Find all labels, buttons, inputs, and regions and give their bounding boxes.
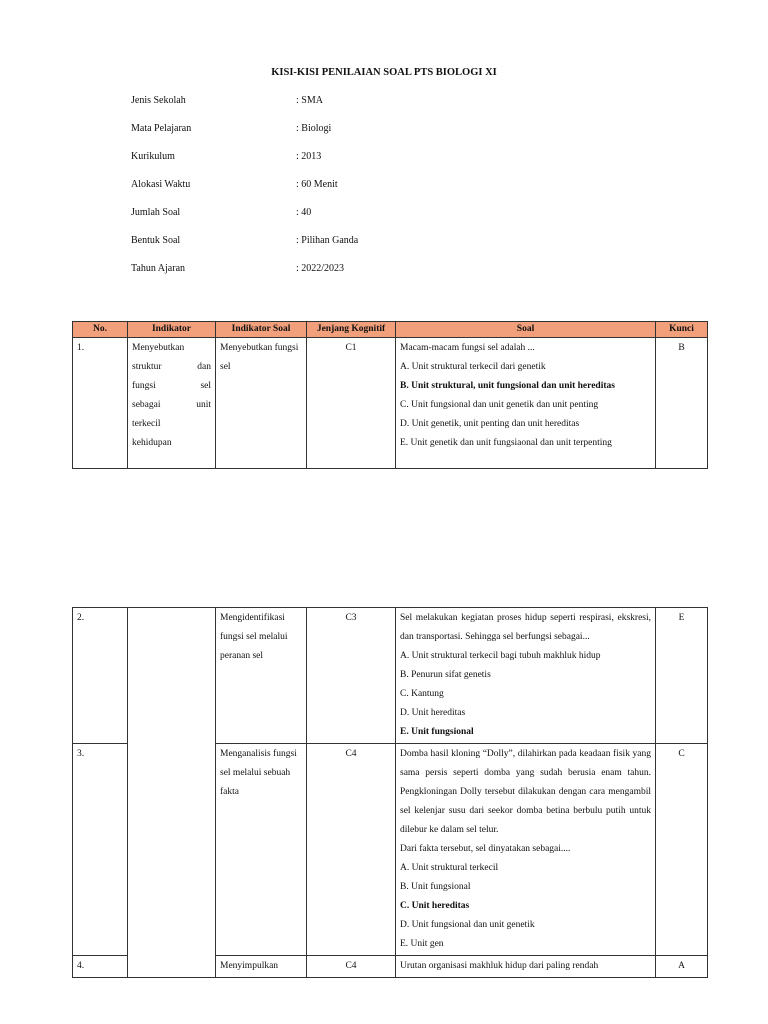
meta-label: Kurikulum (131, 151, 175, 162)
question-followup: Dari fakta tersebut, sel dinyatakan sebagai.... (400, 844, 571, 854)
indikator-line: fungsi sel (132, 381, 211, 391)
jenjang-cell: C1 (307, 338, 396, 469)
row-number: 2. (73, 608, 128, 744)
header-indikator-soal: Indikator Soal (216, 322, 307, 338)
kunci-cell: E (656, 608, 708, 744)
question-text: Macam-macam fungsi sel adalah ... (400, 343, 535, 353)
meta-value: : 60 Menit (296, 179, 338, 190)
option-e-correct: E. Unit fungsional (400, 727, 474, 737)
jenjang-cell: C4 (307, 744, 396, 956)
soal-cell: Urutan organisasi makhluk hidup dari paling rendah (396, 956, 656, 978)
meta-value: : 40 (296, 207, 312, 218)
option-e: E. Unit genetik dan unit fungsiaonal dan unit terpenting (400, 438, 612, 448)
indikator-line: struktur dan (132, 362, 211, 372)
indikator-line: Menyebutkan (132, 343, 185, 353)
meta-value: : 2022/2023 (296, 263, 345, 274)
option-b-correct: B. Unit struktural, unit fungsional dan unit hereditas (400, 381, 615, 391)
option-a: A. Unit struktural terkecil bagi tubuh makhluk hidup (400, 651, 601, 661)
meta-label: Alokasi Waktu (131, 179, 191, 190)
option-c: C. Kantung (400, 689, 444, 699)
indikator-line: kehidupan (132, 438, 172, 448)
option-d: D. Unit genetik, unit penting dan unit hereditas (400, 419, 580, 429)
meta-label: Tahun Ajaran (131, 263, 186, 274)
assessment-table-continued (72, 607, 708, 978)
kunci-cell: C (656, 744, 708, 956)
option-c: C. Unit fungsional dan unit genetik dan unit penting (400, 400, 599, 410)
indikator-line: sebagai unit (132, 400, 211, 410)
meta-value: : 2013 (296, 151, 322, 162)
table-row (73, 608, 708, 744)
meta-value: : Pilihan Ganda (296, 235, 359, 246)
meta-label: Bentuk Soal (131, 235, 181, 246)
document-title: KISI-KISI PENILAIAN SOAL PTS BIOLOGI XI (271, 67, 497, 78)
option-d: D. Unit fungsional dan unit genetik (400, 920, 535, 930)
soal-cell (396, 608, 656, 744)
header-no: No. (73, 322, 128, 338)
meta-label: Jenis Sekolah (131, 95, 186, 106)
option-a: A. Unit struktural terkecil dari genetik (400, 362, 546, 372)
jenjang-cell: C4 (307, 956, 396, 978)
indikator-cell (128, 608, 216, 978)
indikator-cell (128, 338, 216, 469)
header-jenjang-kognitif: Jenjang Kognitif (307, 322, 396, 338)
header-kunci: Kunci (656, 322, 708, 338)
row-number: 3. (73, 744, 128, 956)
option-d: D. Unit hereditas (400, 708, 466, 718)
meta-label: Jumlah Soal (131, 207, 181, 218)
indikator-soal-cell: Mengidentifikasi fungsi sel melalui peranan sel (216, 608, 307, 744)
indikator-soal-cell: Menyimpulkan (216, 956, 307, 978)
kunci-cell: A (656, 956, 708, 978)
header-indikator: Indikator (128, 322, 216, 338)
meta-label: Mata Pelajaran (131, 123, 192, 134)
indikator-soal-cell: Menganalisis fungsi sel melalui sebuah fakta (216, 744, 307, 956)
row-number: 1. (73, 338, 128, 469)
option-a: A. Unit struktural terkecil (400, 863, 499, 873)
indikator-line: terkecil (132, 419, 161, 429)
assessment-table (72, 321, 708, 469)
option-b: B. Unit fungsional (400, 882, 471, 892)
option-e: E. Unit gen (400, 939, 444, 949)
meta-value: : SMA (296, 95, 323, 106)
option-b: B. Penurun sifat genetis (400, 670, 491, 680)
meta-value: : Biologi (296, 123, 332, 134)
jenjang-cell: C3 (307, 608, 396, 744)
header-soal: Soal (396, 322, 656, 338)
table-header-row (73, 322, 708, 338)
option-c-correct: C. Unit hereditas (400, 901, 470, 911)
soal-cell (396, 744, 656, 956)
table-row (73, 338, 708, 469)
soal-cell (396, 338, 656, 469)
question-text: Domba hasil kloning “Dolly”, dilahirkan pada keadaan fisik yang sama persis seperti domba yang sudah berusia enam tahun. Pengkloningan Dolly tersebut dilakukan dengan cara mengambil sel kelenjar susu dari seekor domba betina berbulu putih untuk dilebur ke dalam sel telur. (400, 749, 651, 835)
kunci-cell: B (656, 338, 708, 469)
row-number: 4. (73, 956, 128, 978)
indikator-soal-cell: Menyebutkan fungsi sel (216, 338, 307, 469)
question-text: Sel melakukan kegiatan proses hidup seperti respirasi, ekskresi, dan transportasi. Sehingga sel berfungsi sebagai... (400, 613, 651, 642)
